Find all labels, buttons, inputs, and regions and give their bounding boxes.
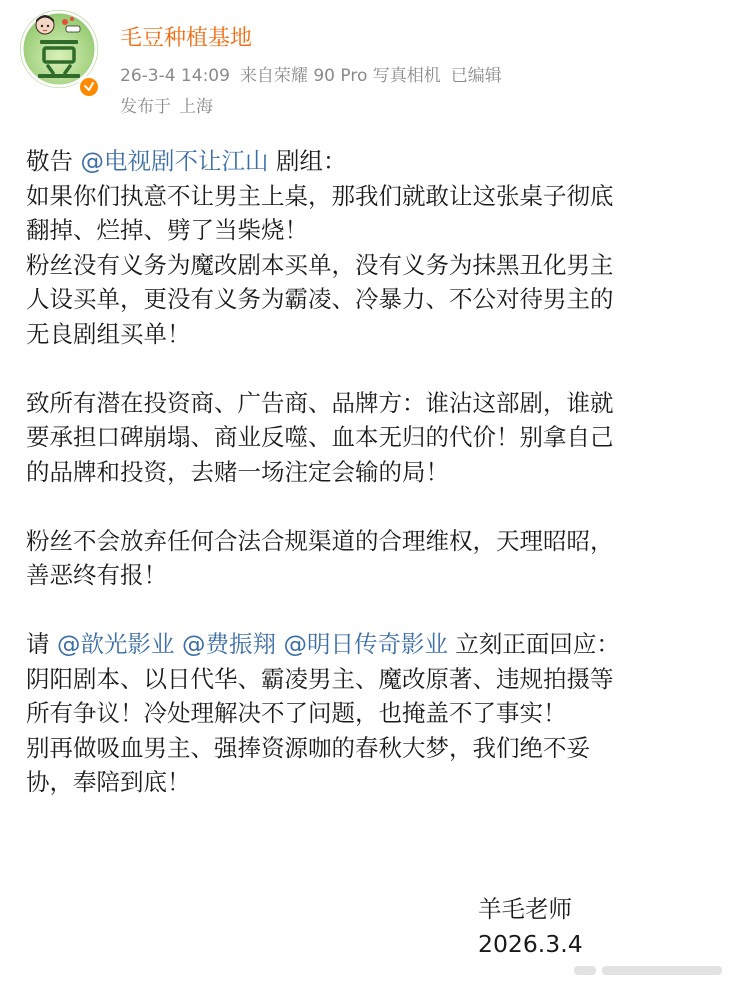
body-line: 粉丝不会放弃任何合法合规渠道的合理维权，天理昭昭， [26, 526, 614, 555]
signature-date: 2026.3.4 [478, 929, 583, 958]
body-line: 致所有潜在投资商、广告商、品牌方：谁沾这部剧，谁就 [26, 388, 614, 417]
body-line: 无良剧组买单！ [26, 319, 191, 348]
body-line: 所有争议！冷处理解决不了问题，也掩盖不了事实！ [26, 699, 567, 727]
body-line: 粉丝没有义务为魔改剧本买单，没有义务为抹黑丑化男主 [26, 250, 614, 279]
post-body [26, 144, 716, 800]
paragraph-gap [26, 351, 716, 386]
body-line: 如果你们执意不让男主上桌，那我们就敢让这张桌子彻底 [26, 181, 614, 210]
paragraph-gap [26, 593, 716, 628]
location-label: 发布于 [120, 97, 171, 117]
paragraph-gap [26, 489, 716, 524]
watermark-mark [574, 966, 596, 975]
avatar-container[interactable] [20, 10, 104, 94]
mention-link[interactable]: @歆光影业 [56, 630, 175, 658]
location-value: 上海 [179, 97, 213, 117]
post-time[interactable]: 26-3-4 14:09 [120, 66, 230, 86]
body-line [26, 627, 716, 662]
watermark-mark [602, 966, 722, 975]
text-segment: 剧组： [268, 147, 347, 175]
body-line: 要承担口碑崩塌、商业反噬、血本无归的代价！别拿自己 [26, 423, 614, 451]
body-line: 阴阳剧本、以日代华、霸凌男主、魔改原著、违规拍摄等 [26, 664, 614, 693]
mention-link[interactable]: @明日传奇影业 [283, 630, 448, 658]
text-segment: 请 [26, 630, 57, 658]
body-line: 善恶终有报！ [26, 561, 167, 589]
body-line: 的品牌和投资，去赌一场注定会输的局！ [26, 457, 449, 486]
text-segment: 敬告 [26, 147, 81, 175]
body-line: 人设买单，更没有义务为霸凌、冷暴力、不公对待男主的 [26, 285, 614, 313]
body-line: 协，奉陪到底！ [26, 768, 191, 796]
signature-name: 羊毛老师 [478, 895, 572, 923]
post-meta [120, 64, 502, 88]
edited-label[interactable]: 已编辑 [450, 66, 502, 86]
watermark [574, 958, 724, 982]
body-line: 别再做吸血男主、强捧资源咖的春秋大梦，我们绝不妥 [26, 733, 590, 762]
post-source: 来自荣耀 90 Pro 写真相机 [239, 66, 441, 86]
text-segment: 立刻正面回应： [447, 630, 620, 658]
author-name[interactable]: 毛豆种植基地 [120, 26, 253, 51]
verified-badge-icon [78, 76, 100, 98]
post-location [120, 95, 213, 119]
body-line [26, 144, 716, 179]
mention-link[interactable]: @电视剧不让江山 [80, 147, 269, 175]
post-header [0, 0, 734, 130]
mention-link[interactable]: @费振翔 [181, 630, 276, 658]
body-line: 翻掉、烂掉、劈了当柴烧！ [26, 216, 308, 244]
signature [478, 892, 583, 961]
